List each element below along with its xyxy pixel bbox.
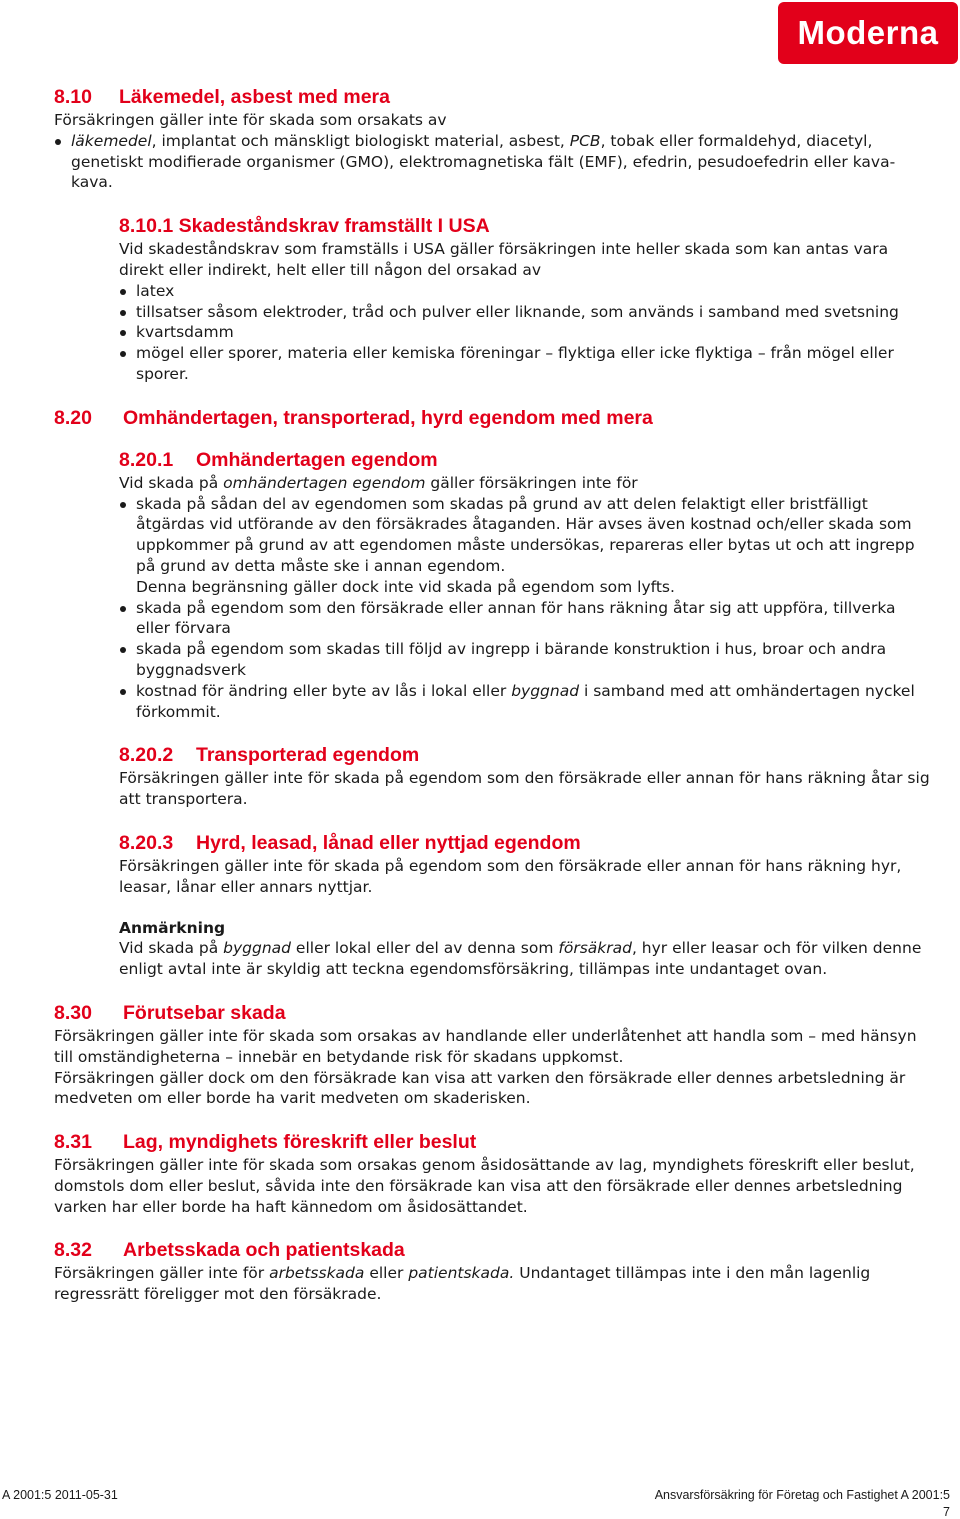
subsection-title: Transporterad egendom (196, 744, 420, 767)
subsection-intro: Vid skadeståndskrav som framställs i USA gäller försäkringen inte heller skada som kan antas vara direkt eller indirekt, helt eller till någon del orsakad av (119, 240, 889, 279)
subsection-heading (119, 447, 934, 473)
section-text: Försäkringen gäller inte för skada som orsakas genom åsidosättande av lag, myndighets föreskrift eller beslut, domstols dom eller beslut, såvida inte den försäkrade kan visa att den försäkrade eller dennes arbetsledning varken har eller borde ha haft kännedom om åsidosättandet. (54, 1156, 915, 1216)
section-number: 8.20 (54, 406, 92, 429)
list-item: latex (119, 281, 934, 302)
footer-document-title: Ansvarsförsäkring för Företag och Fastighet A 2001:5 (654, 1488, 950, 1502)
moderna-logo (778, 2, 958, 64)
list-item: skada på sådan del av egendomen som skadas på grund av att delen felaktigt eller bristfälligt åtgärdas vid utförande av den försäkrades åtaganden. Här avses även kostnad och/eller skada som uppkommer på grund av att egendomen måste undersökas, repareras eller bytas ut och att ingrepp på grund av detta måste ske i annan egendom. Denna begränsning gäller dock inte vid skada på egendom som lyfts. (119, 494, 934, 598)
list-item: mögel eller sporer, materia eller kemiska föreningar – flyktiga eller icke flyktiga – från mögel eller sporer. (119, 343, 934, 385)
section-title: Omhändertagen, transporterad, hyrd egendom med mera (123, 406, 653, 429)
subsection-8-20-2-heading (119, 742, 934, 768)
section-title: Lag, myndighets föreskrift eller beslut (123, 1131, 477, 1154)
page-number: 7 (943, 1505, 950, 1519)
section-8-10-heading (54, 84, 934, 110)
list-item: kvartsdamm (119, 322, 934, 343)
logo-text: Moderna (797, 14, 939, 51)
list-item: skada på egendom som den försäkrade eller annan för hans räkning åtar sig att uppföra, tillverka eller förvara (119, 598, 934, 640)
section-8-20-heading (54, 405, 934, 431)
list-item: tillsatser såsom elektroder, tråd och pulver eller liknande, som används i samband med svetsning (119, 302, 934, 323)
section-title: Förutsebar skada (123, 1001, 286, 1024)
list-item: skada på egendom som skadas till följd av ingrepp i bärande konstruktion i hus, broar och andra byggnadsverk (119, 639, 934, 681)
section-number: 8.10 (54, 86, 92, 108)
subsection-number: 8.20.3 (119, 831, 174, 854)
section-title: Läkemedel, asbest med mera (119, 86, 390, 108)
section-title: Arbetsskada och patientskada (123, 1239, 405, 1262)
subsection-8-20-1 (119, 447, 934, 980)
section-8-32-heading (54, 1237, 934, 1263)
section-8-10-intro: Försäkringen gäller inte för skada som orsakats av (54, 111, 447, 129)
subsection-text: Försäkringen gäller inte för skada på egendom som den försäkrade eller annan för hans räkning åtar sig att transportera. (119, 769, 930, 809)
subsection-8-20-3-heading (119, 830, 934, 856)
section-8-10-list (54, 131, 934, 193)
note-text: Vid skada på byggnad eller lokal eller del av denna som försäkrad, hyr eller leasar och för vilken denne enligt avtal inte är skyldig att teckna egendomsförsäkring, tillämpas inte undantaget ovan. (119, 939, 922, 979)
subsection-title: Hyrd, leasad, lånad eller nyttjad egendom (196, 831, 581, 854)
section-text: Försäkringen gäller inte för skada som orsakas av handlande eller underlåtenhet att handla som – med hänsyn till omständigheterna – innebär en betydande risk för skadans uppkomst. (54, 1026, 917, 1066)
subsection-list (119, 281, 934, 385)
section-number: 8.32 (54, 1239, 92, 1262)
note-title: Anmärkning (119, 918, 226, 937)
subsection-title: Omhändertagen egendom (196, 448, 438, 471)
subsection-text: Försäkringen gäller inte för skada på egendom som den försäkrade eller annan för hans räkning hyr, leasar, lånar eller annars nyttjar. (119, 856, 902, 896)
subsection-number: 8.20.1 (119, 448, 174, 471)
list-item: läkemedel, implantat och mänskligt biologiskt material, asbest, PCB, tobak eller formaldehyd, diacetyl, genetiskt modifierade organismer (GMO), elektromagnetiska fält (EMF), efedrin, pesudoefedrin eller kava-kava. (54, 131, 934, 193)
list-item: kostnad för ändring eller byte av lås i lokal eller byggnad i samband med att omhändertagen nyckel förkommit. (119, 681, 934, 723)
list-item-note: Denna begränsning gäller dock inte vid skada på egendom som lyfts. (136, 577, 675, 596)
section-number: 8.31 (54, 1131, 92, 1154)
subsection-list (119, 494, 934, 723)
section-8-31-heading (54, 1129, 934, 1155)
subsection-8-10-1 (119, 213, 934, 385)
section-8-30-heading (54, 1000, 934, 1026)
subsection-intro: Vid skada på omhändertagen egendom gäller försäkringen inte för (119, 473, 638, 492)
document-body (54, 84, 934, 1305)
section-text: Försäkringen gäller dock om den försäkrade kan visa att varken den försäkrade eller dennes arbetsledning är medveten om eller borde ha varit medveten om skaderisken. (54, 1068, 906, 1108)
section-text: Försäkringen gäller inte för arbetsskada eller patientskada. Undantaget tillämpas inte i den mån lagenlig regressrätt föreligger mot den försäkrade. (54, 1264, 871, 1304)
section-number: 8.30 (54, 1001, 92, 1024)
subsection-number: 8.20.2 (119, 744, 174, 767)
footer-document-id: A 2001:5 2011-05-31 (2, 1488, 118, 1502)
subsection-heading: 8.10.1 Skadeståndskrav framställt I USA (119, 215, 490, 238)
